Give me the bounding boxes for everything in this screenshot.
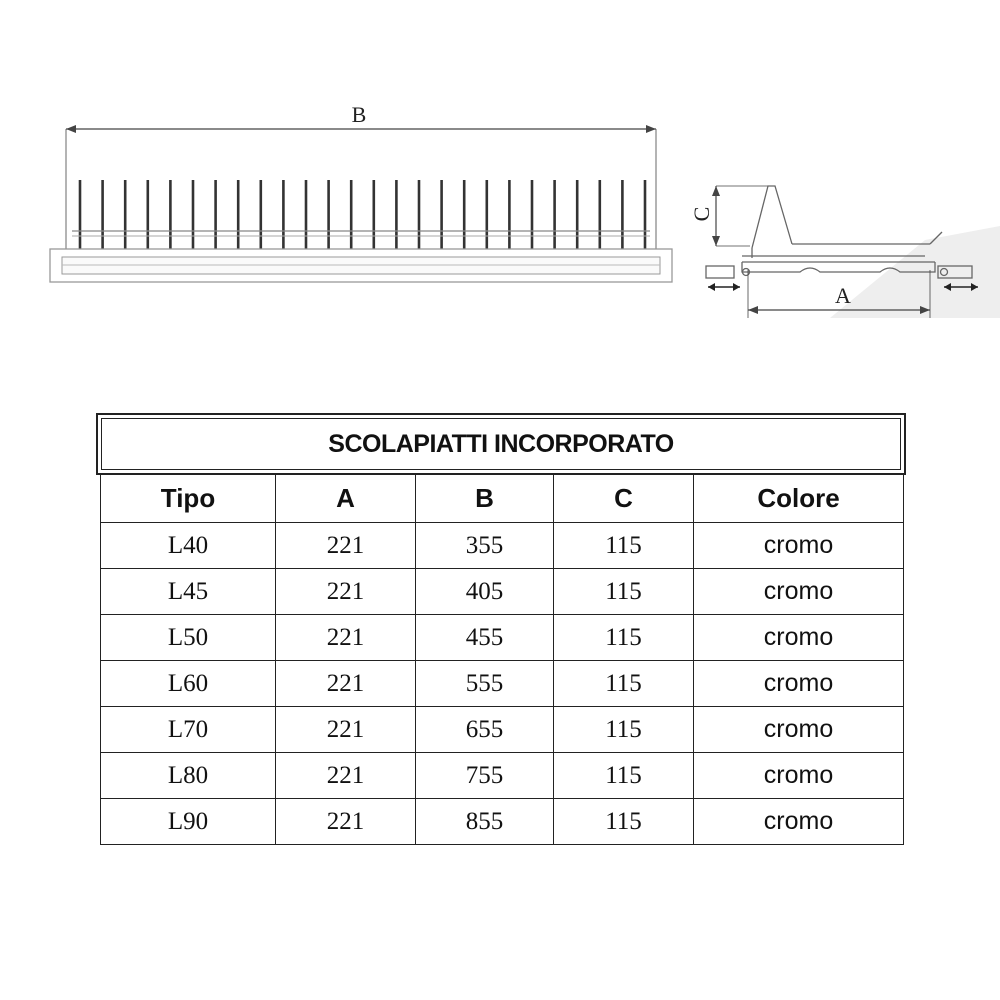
table-row <box>101 615 904 661</box>
header-colore: Colore <box>694 475 904 523</box>
cell-a: 221 <box>276 661 416 707</box>
cell-c: 115 <box>554 753 694 799</box>
table-row <box>101 753 904 799</box>
cell-colore: cromo <box>694 661 904 707</box>
cell-tipo: L50 <box>101 615 276 661</box>
cell-colore: cromo <box>694 799 904 845</box>
header-a: A <box>276 475 416 523</box>
cell-c: 115 <box>554 615 694 661</box>
cell-b: 855 <box>416 799 554 845</box>
cell-tipo: L45 <box>101 569 276 615</box>
cell-a: 221 <box>276 615 416 661</box>
table-row <box>101 707 904 753</box>
cell-b: 355 <box>416 523 554 569</box>
cell-colore: cromo <box>694 753 904 799</box>
cell-a: 221 <box>276 799 416 845</box>
spec-table <box>96 413 906 845</box>
cell-colore: cromo <box>694 569 904 615</box>
table-header-row <box>101 475 904 523</box>
cell-b: 655 <box>416 707 554 753</box>
cell-tipo: L80 <box>101 753 276 799</box>
dimension-c-label: C <box>689 206 714 222</box>
cell-tipo: L40 <box>101 523 276 569</box>
cell-a: 221 <box>276 569 416 615</box>
front-view <box>50 102 672 282</box>
rack-pins <box>80 180 645 255</box>
cell-c: 115 <box>554 707 694 753</box>
cell-b: 755 <box>416 753 554 799</box>
cell-colore: cromo <box>694 707 904 753</box>
cell-c: 115 <box>554 799 694 845</box>
cell-colore: cromo <box>694 615 904 661</box>
cell-b: 455 <box>416 615 554 661</box>
header-tipo: Tipo <box>101 475 276 523</box>
cell-a: 221 <box>276 523 416 569</box>
cell-c: 115 <box>554 661 694 707</box>
table-row <box>101 661 904 707</box>
cell-c: 115 <box>554 569 694 615</box>
cell-c: 115 <box>554 523 694 569</box>
cell-tipo: L70 <box>101 707 276 753</box>
header-c: C <box>554 475 694 523</box>
dimensions-table <box>100 475 904 845</box>
cell-tipo: L60 <box>101 661 276 707</box>
adjust-arrow-left <box>708 283 740 291</box>
table-row <box>101 523 904 569</box>
table-row <box>101 569 904 615</box>
header-b: B <box>416 475 554 523</box>
side-view <box>689 186 1000 318</box>
table-title: SCOLAPIATTI INCORPORATO <box>101 418 901 470</box>
cell-a: 221 <box>276 753 416 799</box>
dimension-b-label: B <box>351 102 367 127</box>
cell-b: 405 <box>416 569 554 615</box>
cell-tipo: L90 <box>101 799 276 845</box>
dimension-a-label: A <box>835 283 851 308</box>
table-title-box <box>96 413 906 475</box>
table-row <box>101 799 904 845</box>
cell-b: 555 <box>416 661 554 707</box>
cell-colore: cromo <box>694 523 904 569</box>
technical-drawing <box>0 0 1000 340</box>
cell-a: 221 <box>276 707 416 753</box>
